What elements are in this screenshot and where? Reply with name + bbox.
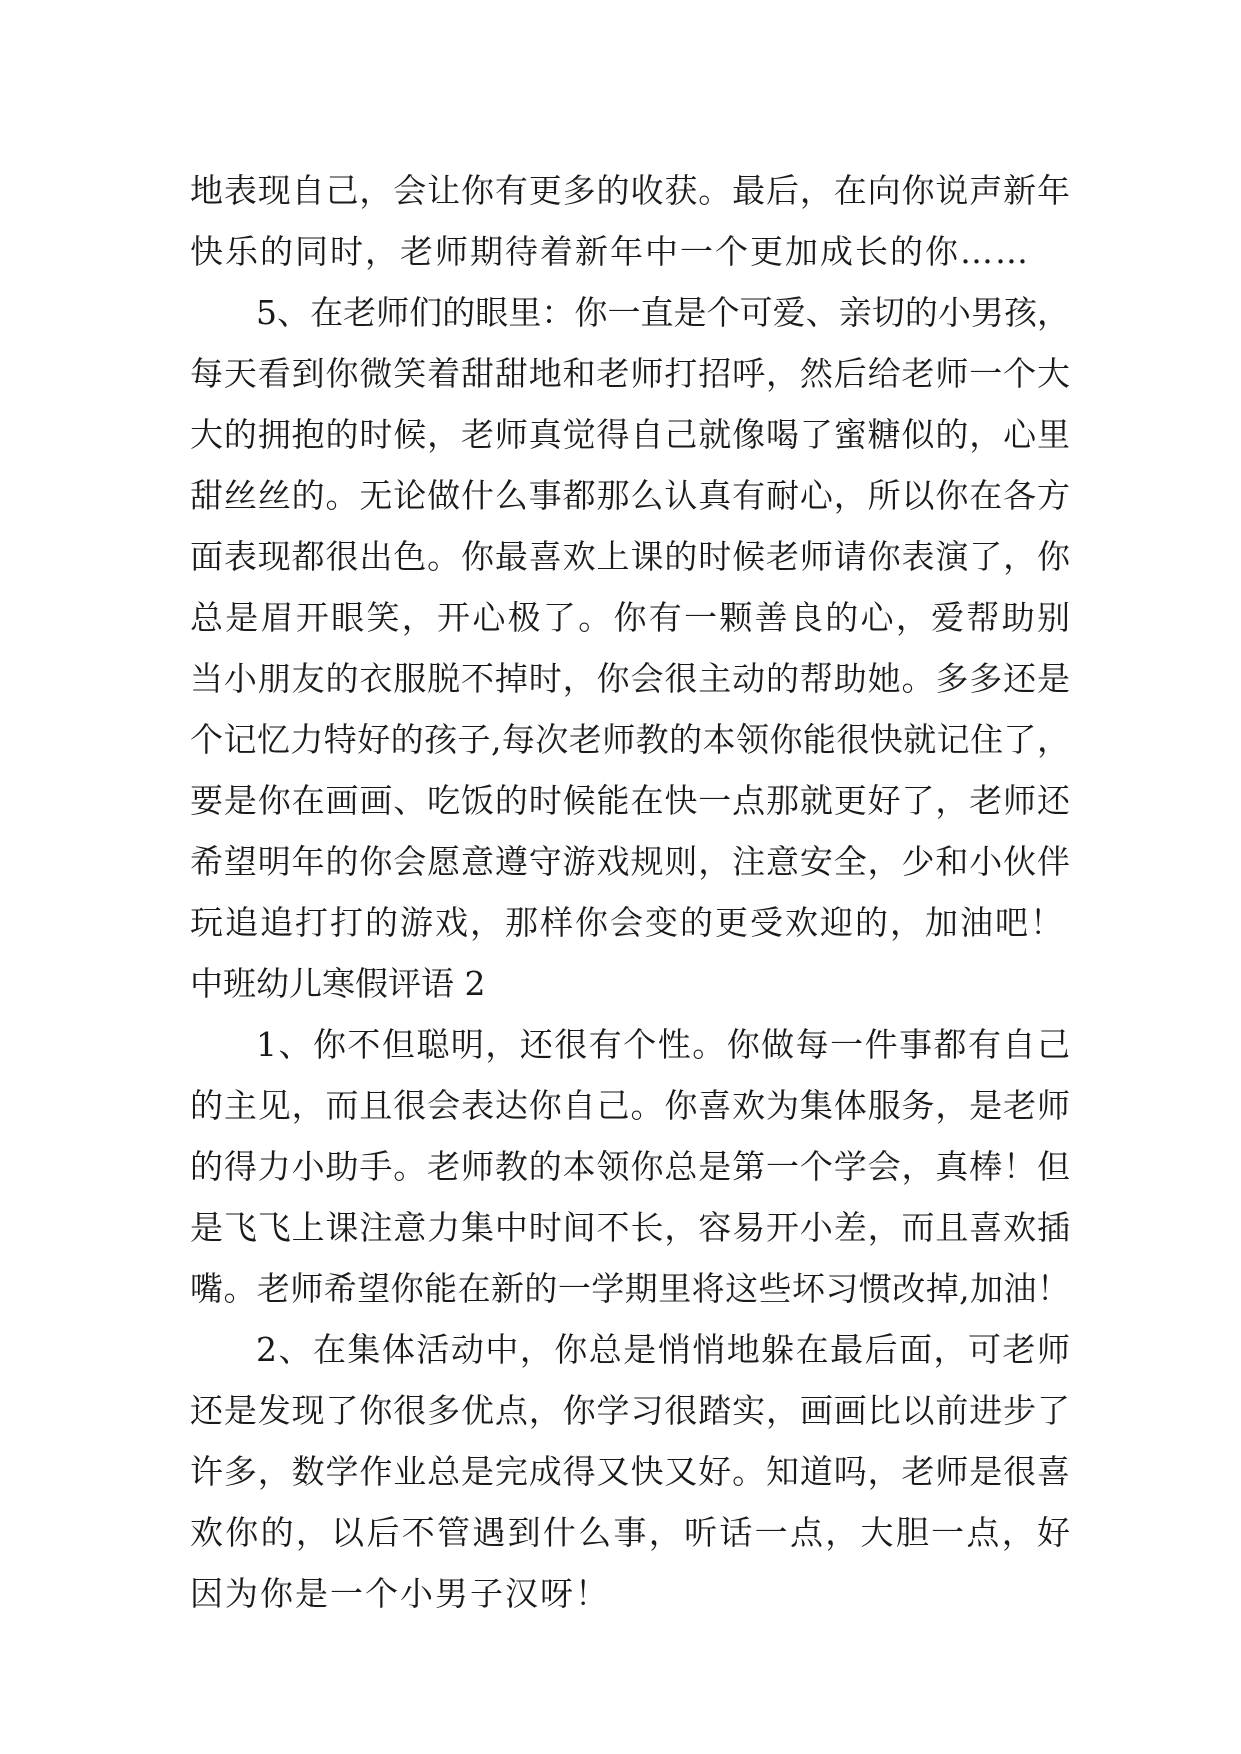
text-line: 希望明年的你会愿意遵守游戏规则，注意安全，少和小伙伴 [190,842,1070,881]
document-body [190,160,1070,1624]
text-line: 甜丝丝的。无论做什么事都那么认真有耐心，所以你在各方 [190,476,1070,515]
text-line: 是飞飞上课注意力集中时间不长，容易开小差，而且喜欢插 [190,1208,1070,1247]
text-line: 欢你的，以后不管遇到什么事，听话一点，大胆一点，好 [190,1513,1070,1552]
text-line: 嘴。老师希望你能在新的一学期里将这些坏习惯改掉,加油！ [190,1269,1070,1308]
text-line: 因为你是一个小男子汉呀！ [190,1574,610,1613]
text-line: 2、在集体活动中，你总是悄悄地躲在最后面，可老师 [256,1330,1070,1369]
text-line: 个记忆力特好的孩子,每次老师教的本领你能很快就记住了， [190,720,1070,759]
text-line: 的得力小助手。老师教的本领你总是第一个学会，真棒！但 [190,1147,1070,1186]
section-heading: 中班幼儿寒假评语 2 [190,964,486,1003]
text-line: 当小朋友的衣服脱不掉时，你会很主动的帮助她。多多还是 [190,659,1070,698]
text-line: 快乐的同时，老师期待着新年中一个更加成长的你…… [190,232,1030,271]
text-line: 总是眉开眼笑，开心极了。你有一颗善良的心，爱帮助别 [190,598,1070,637]
text-line: 每天看到你微笑着甜甜地和老师打招呼，然后给老师一个大 [190,354,1070,393]
text-line: 要是你在画画、吃饭的时候能在快一点那就更好了，老师还 [190,781,1070,820]
text-line: 地表现自己，会让你有更多的收获。最后，在向你说声新年 [190,171,1070,210]
text-line: 许多，数学作业总是完成得又快又好。知道吗，老师是很喜 [190,1452,1070,1491]
text-line: 还是发现了你很多优点，你学习很踏实，画画比以前进步了 [190,1391,1070,1430]
text-line: 面表现都很出色。你最喜欢上课的时候老师请你表演了，你 [190,537,1070,576]
text-line: 5、在老师们的眼里：你一直是个可爱、亲切的小男孩， [256,293,1070,332]
text-line: 大的拥抱的时候，老师真觉得自己就像喝了蜜糖似的，心里 [190,415,1070,454]
text-line: 的主见，而且很会表达你自己。你喜欢为集体服务，是老师 [190,1086,1070,1125]
text-line: 1、你不但聪明，还很有个性。你做每一件事都有自己 [256,1025,1070,1064]
text-line: 玩追追打打的游戏，那样你会变的更受欢迎的，加油吧！ [190,903,1065,942]
